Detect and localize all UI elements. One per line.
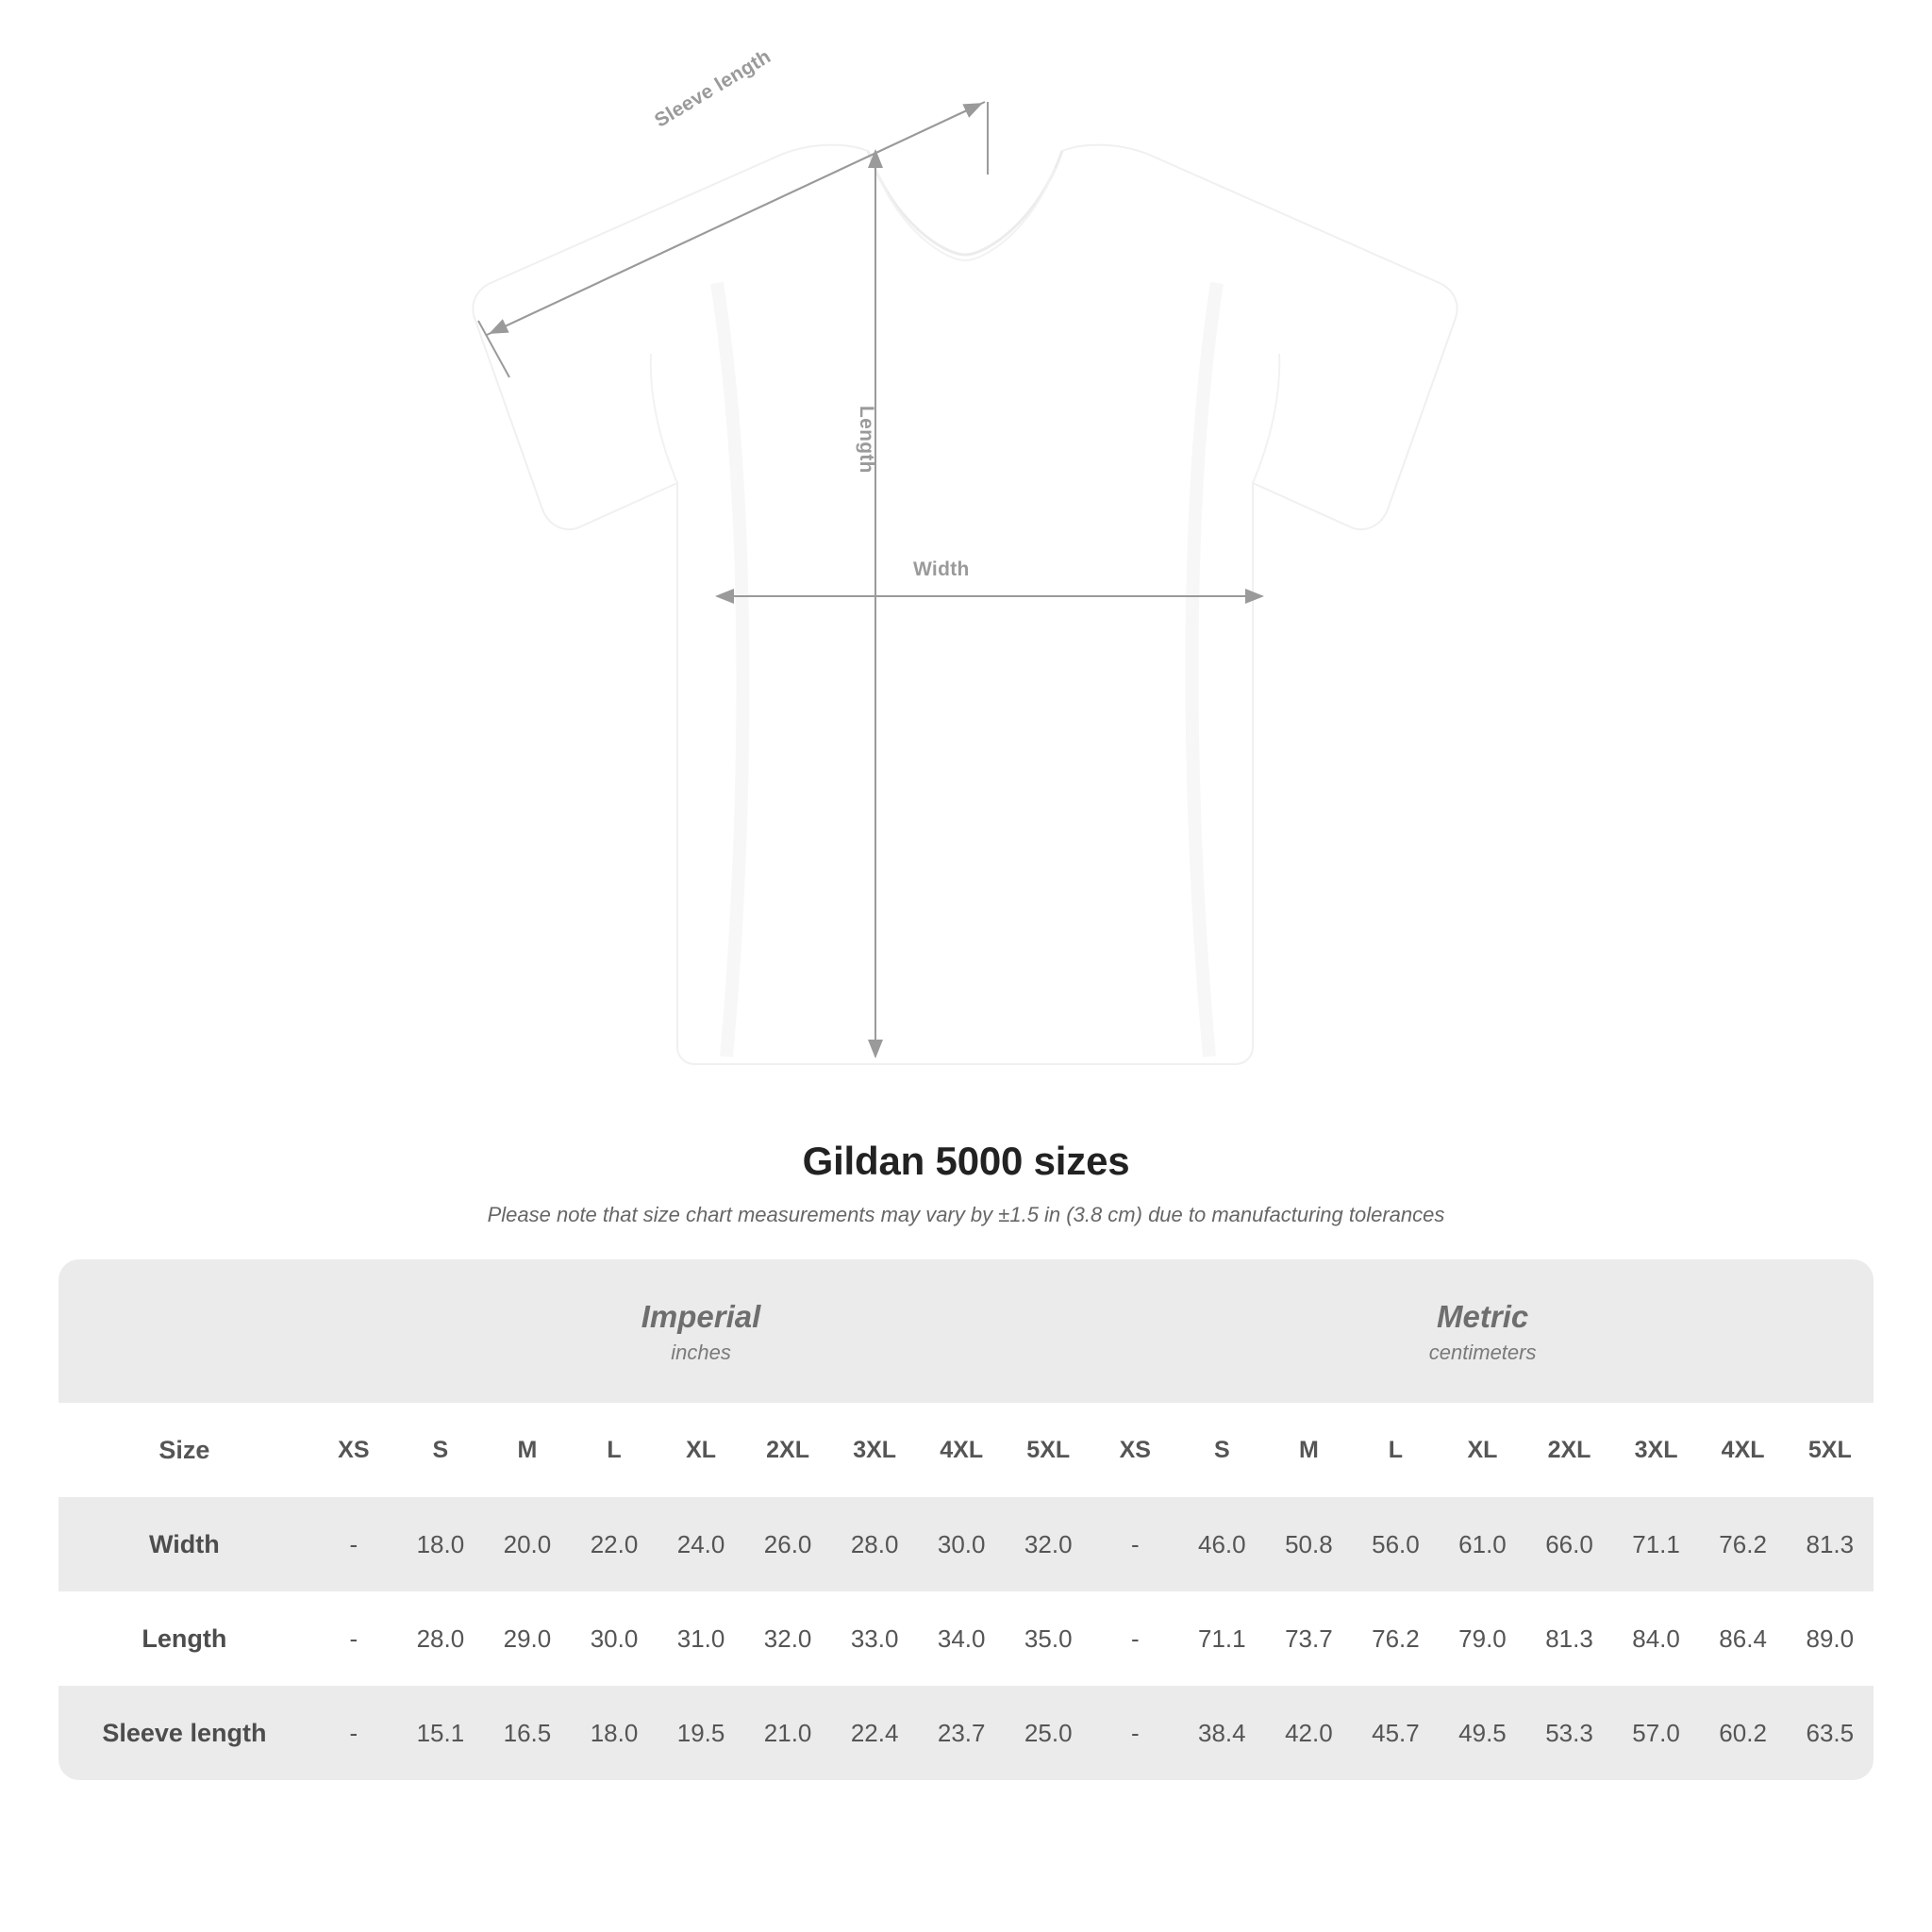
- page-title: Gildan 5000 sizes: [802, 1139, 1130, 1183]
- row-label-width: Width: [58, 1497, 310, 1591]
- unit-imperial-name: Imperial: [641, 1299, 761, 1335]
- length-metric-m: 73.7: [1265, 1591, 1352, 1686]
- size-header-imperial-l: L: [571, 1403, 658, 1497]
- unit-imperial-cell: [310, 1259, 1091, 1403]
- size-header-imperial-xs: XS: [310, 1403, 397, 1497]
- sleeve-imperial-s: 15.1: [397, 1686, 484, 1780]
- sleeve-length-label: Sleeve length: [651, 45, 775, 132]
- length-imperial-m: 29.0: [484, 1591, 571, 1686]
- length-imperial-3xl: 33.0: [831, 1591, 918, 1686]
- tshirt-shape: [473, 145, 1457, 1064]
- sleeve-imperial-xs: -: [310, 1686, 397, 1780]
- size-header-label: Size: [58, 1403, 310, 1497]
- length-metric-l: 76.2: [1352, 1591, 1439, 1686]
- width-metric-5xl: 81.3: [1787, 1497, 1874, 1591]
- width-imperial-3xl: 28.0: [831, 1497, 918, 1591]
- size-header-imperial-5xl: 5XL: [1005, 1403, 1091, 1497]
- length-imperial-l: 30.0: [571, 1591, 658, 1686]
- sleeve-imperial-m: 16.5: [484, 1686, 571, 1780]
- length-metric-4xl: 86.4: [1700, 1591, 1787, 1686]
- size-header-metric-5xl: 5XL: [1787, 1403, 1874, 1497]
- length-metric-2xl: 81.3: [1525, 1591, 1612, 1686]
- size-table-wrapper: [58, 1259, 1874, 1780]
- length-metric-xl: 79.0: [1439, 1591, 1525, 1686]
- title-block: [0, 1139, 1932, 1227]
- width-metric-4xl: 76.2: [1700, 1497, 1787, 1591]
- size-header-metric-4xl: 4XL: [1700, 1403, 1787, 1497]
- unit-metric-name: Metric: [1437, 1299, 1529, 1335]
- width-imperial-xl: 24.0: [658, 1497, 744, 1591]
- length-imperial-xs: -: [310, 1591, 397, 1686]
- size-header-metric-3xl: 3XL: [1613, 1403, 1700, 1497]
- width-metric-xs: -: [1091, 1497, 1178, 1591]
- sleeve-imperial-4xl: 23.7: [918, 1686, 1005, 1780]
- size-header-metric-l: L: [1352, 1403, 1439, 1497]
- sleeve-imperial-5xl: 25.0: [1005, 1686, 1091, 1780]
- length-imperial-2xl: 32.0: [744, 1591, 831, 1686]
- size-header-metric-xs: XS: [1091, 1403, 1178, 1497]
- size-table: [58, 1259, 1874, 1780]
- length-metric-s: 71.1: [1178, 1591, 1265, 1686]
- length-imperial-s: 28.0: [397, 1591, 484, 1686]
- sleeve-imperial-3xl: 22.4: [831, 1686, 918, 1780]
- sleeve-metric-l: 45.7: [1352, 1686, 1439, 1780]
- width-metric-l: 56.0: [1352, 1497, 1439, 1591]
- sleeve-metric-5xl: 63.5: [1787, 1686, 1874, 1780]
- width-imperial-5xl: 32.0: [1005, 1497, 1091, 1591]
- length-metric-xs: -: [1091, 1591, 1178, 1686]
- row-label-length: Length: [58, 1591, 310, 1686]
- length-metric-3xl: 84.0: [1613, 1591, 1700, 1686]
- length-metric-5xl: 89.0: [1787, 1591, 1874, 1686]
- table-row: [58, 1591, 1874, 1686]
- length-imperial-xl: 31.0: [658, 1591, 744, 1686]
- size-header-imperial-4xl: 4XL: [918, 1403, 1005, 1497]
- size-header-imperial-3xl: 3XL: [831, 1403, 918, 1497]
- size-header-row: [58, 1403, 1874, 1497]
- width-label: Width: [913, 558, 970, 580]
- size-header-metric-s: S: [1178, 1403, 1265, 1497]
- sleeve-imperial-xl: 19.5: [658, 1686, 744, 1780]
- width-imperial-2xl: 26.0: [744, 1497, 831, 1591]
- sleeve-metric-3xl: 57.0: [1613, 1686, 1700, 1780]
- width-metric-2xl: 66.0: [1525, 1497, 1612, 1591]
- table-row: [58, 1497, 1874, 1591]
- sleeve-imperial-l: 18.0: [571, 1686, 658, 1780]
- width-metric-m: 50.8: [1265, 1497, 1352, 1591]
- size-header-imperial-s: S: [397, 1403, 484, 1497]
- unit-header-row: [58, 1259, 1874, 1403]
- tolerance-note: Please note that size chart measurements may vary by ±1.5 in (3.8 cm) due to manufacturing tolerances: [487, 1203, 1445, 1226]
- sleeve-metric-4xl: 60.2: [1700, 1686, 1787, 1780]
- sleeve-metric-m: 42.0: [1265, 1686, 1352, 1780]
- sleeve-metric-xs: -: [1091, 1686, 1178, 1780]
- unit-blank-cell: [58, 1259, 310, 1403]
- size-header-metric-xl: XL: [1439, 1403, 1525, 1497]
- size-header-metric-m: M: [1265, 1403, 1352, 1497]
- width-metric-3xl: 71.1: [1613, 1497, 1700, 1591]
- length-label: Length: [856, 406, 877, 474]
- sleeve-metric-s: 38.4: [1178, 1686, 1265, 1780]
- width-imperial-s: 18.0: [397, 1497, 484, 1591]
- unit-imperial-sub: inches: [671, 1340, 731, 1364]
- size-header-imperial-m: M: [484, 1403, 571, 1497]
- row-label-sleeve-length: Sleeve length: [58, 1686, 310, 1780]
- sleeve-metric-2xl: 53.3: [1525, 1686, 1612, 1780]
- width-imperial-xs: -: [310, 1497, 397, 1591]
- width-imperial-m: 20.0: [484, 1497, 571, 1591]
- length-imperial-4xl: 34.0: [918, 1591, 1005, 1686]
- table-row: [58, 1686, 1874, 1780]
- size-header-metric-2xl: 2XL: [1525, 1403, 1612, 1497]
- length-imperial-5xl: 35.0: [1005, 1591, 1091, 1686]
- size-header-imperial-xl: XL: [658, 1403, 744, 1497]
- size-header-imperial-2xl: 2XL: [744, 1403, 831, 1497]
- sleeve-imperial-2xl: 21.0: [744, 1686, 831, 1780]
- width-imperial-4xl: 30.0: [918, 1497, 1005, 1591]
- unit-metric-sub: centimeters: [1428, 1340, 1537, 1364]
- width-imperial-l: 22.0: [571, 1497, 658, 1591]
- width-metric-s: 46.0: [1178, 1497, 1265, 1591]
- width-metric-xl: 61.0: [1439, 1497, 1525, 1591]
- unit-metric-cell: [1091, 1259, 1874, 1403]
- sleeve-metric-xl: 49.5: [1439, 1686, 1525, 1780]
